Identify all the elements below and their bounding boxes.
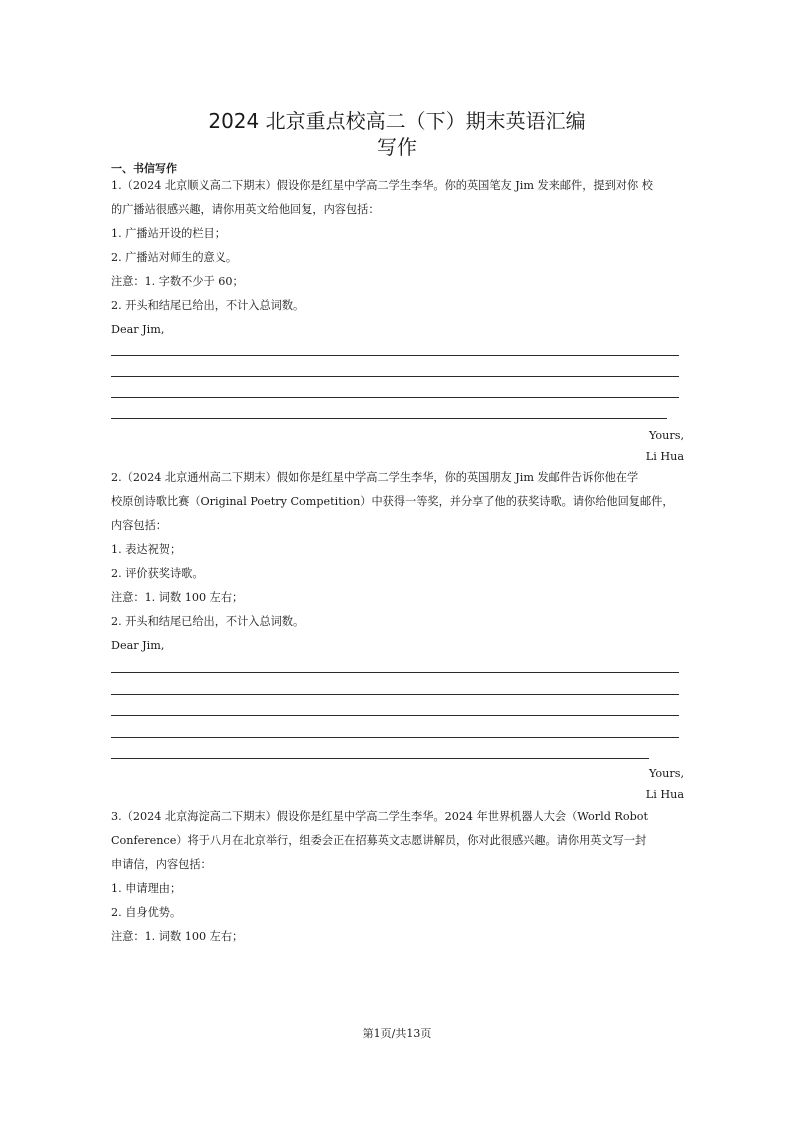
q2-greeting: Dear Jim, bbox=[111, 639, 165, 652]
q3-prompt-line-2: Conference）将于八月在北京举行，组委会正在招募英文志愿讲解员，你对此很感兴趣。请你用英文写一封 bbox=[111, 834, 647, 847]
q2-answer-line bbox=[111, 758, 649, 759]
q1-note-1: 注意：1. 字数不少于 60； bbox=[111, 275, 244, 288]
q1-answer-line bbox=[111, 376, 679, 377]
q2-answer-line bbox=[111, 672, 679, 673]
q3-prompt-line-1: 3.（2024 北京海淀高二下期末）假设你是红星中学高二学生李华。2024 年世界机器人大会（World Robot bbox=[111, 810, 648, 823]
q1-greeting: Dear Jim, bbox=[111, 323, 165, 336]
q2-answer-line bbox=[111, 737, 679, 738]
q2-answer-line bbox=[111, 715, 679, 716]
q1-answer-line bbox=[111, 397, 679, 398]
q2-prompt-line-1: 2.（2024 北京通州高二下期末）假如你是红星中学高二学生李华，你的英国朋友 Jim 发邮件告诉你他在学 bbox=[111, 471, 639, 484]
document-subtitle: 写作 bbox=[377, 135, 417, 159]
q2-prompt-line-2: 校原创诗歌比赛（Original Poetry Competition）中获得一等奖，并分享了他的获奖诗歌。请你给他回复邮件， bbox=[111, 495, 674, 508]
q3-item-2: 2. 自身优势。 bbox=[111, 906, 182, 919]
q2-note-2: 2. 开头和结尾已给出，不计入总词数。 bbox=[111, 615, 305, 628]
q1-signature: Li Hua bbox=[645, 450, 684, 463]
q2-closing: Yours, bbox=[649, 767, 684, 780]
section-heading: 一、书信写作 bbox=[111, 162, 177, 175]
q2-item-2: 2. 评价获奖诗歌。 bbox=[111, 567, 204, 580]
q3-note-1: 注意：1. 词数 100 左右； bbox=[111, 930, 244, 943]
q1-prompt-line-1: 1.（2024 北京顺义高二下期末）假设你是红星中学高二学生李华。你的英国笔友 Jim 发来邮件，提到对你 校 bbox=[111, 179, 653, 192]
document-title: 2024 北京重点校高二（下）期末英语汇编 bbox=[208, 109, 586, 133]
q1-item-1: 1. 广播站开设的栏目； bbox=[111, 227, 226, 240]
q2-item-1: 1. 表达祝贺； bbox=[111, 543, 182, 556]
q1-answer-line bbox=[111, 418, 667, 419]
q2-signature: Li Hua bbox=[645, 788, 684, 801]
q2-answer-line bbox=[111, 694, 679, 695]
page-number: 第1页/共13页 bbox=[362, 1027, 432, 1040]
q1-item-2: 2. 广播站对师生的意义。 bbox=[111, 251, 238, 264]
q2-note-1: 注意：1. 词数 100 左右； bbox=[111, 591, 244, 604]
q1-answer-line bbox=[111, 355, 679, 356]
q2-prompt-line-3: 内容包括： bbox=[111, 519, 167, 532]
q1-note-2: 2. 开头和结尾已给出，不计入总词数。 bbox=[111, 299, 305, 312]
q3-item-1: 1. 申请理由； bbox=[111, 882, 182, 895]
q1-closing: Yours, bbox=[649, 429, 684, 442]
q3-prompt-line-3: 申请信，内容包括： bbox=[111, 858, 212, 871]
q1-prompt-line-2: 的广播站很感兴趣，请你用英文给他回复，内容包括： bbox=[111, 203, 380, 216]
